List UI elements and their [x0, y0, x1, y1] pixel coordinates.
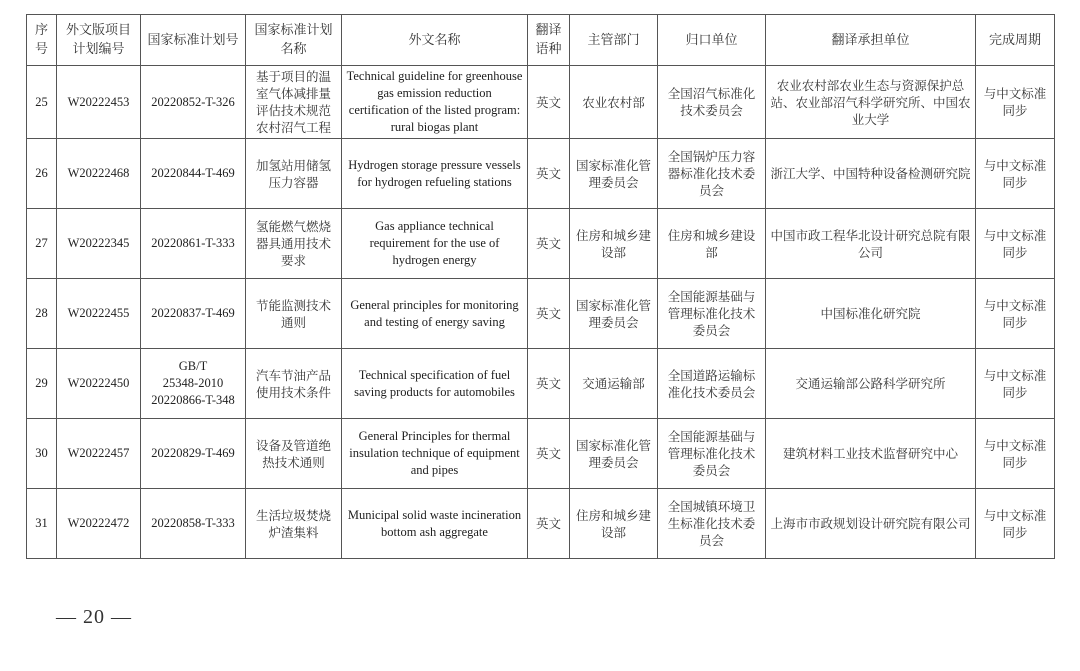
cell-period: 与中文标准同步 [976, 209, 1055, 279]
cell-language: 英文 [528, 66, 570, 139]
cell-period: 与中文标准同步 [976, 139, 1055, 209]
header-national-plan-no: 国家标准计划号 [141, 15, 246, 66]
cell-translator: 交通运输部公路科学研究所 [766, 349, 976, 419]
header-language: 翻译语种 [528, 15, 570, 66]
cell-national-name: 节能监测技术通则 [246, 279, 342, 349]
cell-authority: 交通运输部 [570, 349, 658, 419]
cell-seq: 25 [27, 66, 57, 139]
cell-centralized-unit: 住房和城乡建设部 [658, 209, 766, 279]
cell-translator: 浙江大学、中国特种设备检测研究院 [766, 139, 976, 209]
cell-period: 与中文标准同步 [976, 489, 1055, 559]
page-number: — 20 — [56, 606, 132, 628]
cell-language: 英文 [528, 489, 570, 559]
cell-national-plan-no: 20220837-T-469 [141, 279, 246, 349]
table-row [27, 209, 1055, 279]
cell-national-plan-no: 20220858-T-333 [141, 489, 246, 559]
cell-authority: 农业农村部 [570, 66, 658, 139]
header-authority: 主管部门 [570, 15, 658, 66]
cell-foreign-name: Municipal solid waste incineration bottom ash aggregate [342, 489, 528, 559]
cell-seq: 30 [27, 419, 57, 489]
cell-authority: 国家标准化管理委员会 [570, 279, 658, 349]
table-row [27, 139, 1055, 209]
cell-national-plan-no-line: 25348-2010 [162, 376, 224, 390]
header-foreign-name: 外文名称 [342, 15, 528, 66]
cell-translator: 建筑材料工业技术监督研究中心 [766, 419, 976, 489]
cell-seq: 29 [27, 349, 57, 419]
cell-centralized-unit: 全国沼气标准化技术委员会 [658, 66, 766, 139]
cell-foreign-plan-no: W20222345 [57, 209, 141, 279]
cell-national-plan-no-line: 20220866-T-348 [151, 393, 235, 407]
cell-authority: 国家标准化管理委员会 [570, 419, 658, 489]
header-row [27, 15, 1055, 66]
header-centralized-unit: 归口单位 [658, 15, 766, 66]
cell-national-plan-no: 20220844-T-469 [141, 139, 246, 209]
cell-language: 英文 [528, 279, 570, 349]
table-row [27, 419, 1055, 489]
cell-period: 与中文标准同步 [976, 349, 1055, 419]
cell-period: 与中文标准同步 [976, 66, 1055, 139]
cell-centralized-unit: 全国城镇环境卫生标准化技术委员会 [658, 489, 766, 559]
cell-language: 英文 [528, 209, 570, 279]
cell-language: 英文 [528, 419, 570, 489]
cell-foreign-plan-no: W20222450 [57, 349, 141, 419]
cell-centralized-unit: 全国能源基础与管理标准化技术委员会 [658, 279, 766, 349]
translation-plan-table [26, 14, 1055, 559]
cell-authority: 住房和城乡建设部 [570, 489, 658, 559]
cell-national-name: 基于项目的温室气体减排量评估技术规范 农村沼气工程 [246, 66, 342, 139]
cell-foreign-plan-no: W20222472 [57, 489, 141, 559]
cell-translator: 农业农村部农业生态与资源保护总站、农业部沼气科学研究所、中国农业大学 [766, 66, 976, 139]
cell-national-plan-no: 20220861-T-333 [141, 209, 246, 279]
cell-foreign-plan-no: W20222453 [57, 66, 141, 139]
cell-foreign-name: Hydrogen storage pressure vessels for hydrogen refueling stations [342, 139, 528, 209]
cell-foreign-plan-no: W20222455 [57, 279, 141, 349]
cell-centralized-unit: 全国锅炉压力容器标准化技术委员会 [658, 139, 766, 209]
cell-period: 与中文标准同步 [976, 419, 1055, 489]
cell-national-name: 生活垃圾焚烧炉渣集料 [246, 489, 342, 559]
document-sheet [26, 14, 1054, 559]
cell-translator: 中国市政工程华北设计研究总院有限公司 [766, 209, 976, 279]
cell-seq: 31 [27, 489, 57, 559]
cell-language: 英文 [528, 349, 570, 419]
cell-national-plan-no: 20220852-T-326 [141, 66, 246, 139]
cell-foreign-name: Gas appliance technical requirement for the use of hydrogen energy [342, 209, 528, 279]
cell-authority: 国家标准化管理委员会 [570, 139, 658, 209]
table-row [27, 279, 1055, 349]
cell-national-plan-no-line: GB/T [178, 359, 208, 373]
cell-seq: 26 [27, 139, 57, 209]
cell-foreign-name: Technical guideline for greenhouse gas emission reduction certification of the listed program: rural biogas plant [342, 66, 528, 139]
table-row [27, 349, 1055, 419]
cell-authority: 住房和城乡建设部 [570, 209, 658, 279]
cell-foreign-name: Technical specification of fuel saving products for automobiles [342, 349, 528, 419]
cell-centralized-unit: 全国道路运输标准化技术委员会 [658, 349, 766, 419]
cell-national-name: 汽车节油产品使用技术条件 [246, 349, 342, 419]
header-national-name: 国家标准计划名称 [246, 15, 342, 66]
cell-national-name: 氢能燃气燃烧器具通用技术要求 [246, 209, 342, 279]
cell-translator: 上海市市政规划设计研究院有限公司 [766, 489, 976, 559]
cell-foreign-name: General principles for monitoring and testing of energy saving [342, 279, 528, 349]
header-translator: 翻译承担单位 [766, 15, 976, 66]
cell-national-plan-no [141, 349, 246, 419]
cell-translator: 中国标准化研究院 [766, 279, 976, 349]
cell-foreign-plan-no: W20222468 [57, 139, 141, 209]
cell-foreign-plan-no: W20222457 [57, 419, 141, 489]
table-row [27, 66, 1055, 139]
cell-period: 与中文标准同步 [976, 279, 1055, 349]
cell-centralized-unit: 全国能源基础与管理标准化技术委员会 [658, 419, 766, 489]
header-seq: 序号 [27, 15, 57, 66]
header-period: 完成周期 [976, 15, 1055, 66]
table-row [27, 489, 1055, 559]
cell-national-name: 加氢站用储氢压力容器 [246, 139, 342, 209]
cell-national-name: 设备及管道绝热技术通则 [246, 419, 342, 489]
cell-seq: 28 [27, 279, 57, 349]
cell-seq: 27 [27, 209, 57, 279]
cell-language: 英文 [528, 139, 570, 209]
cell-national-plan-no: 20220829-T-469 [141, 419, 246, 489]
cell-foreign-name: General Principles for thermal insulation technique of equipment and pipes [342, 419, 528, 489]
header-foreign-plan-no: 外文版项目计划编号 [57, 15, 141, 66]
